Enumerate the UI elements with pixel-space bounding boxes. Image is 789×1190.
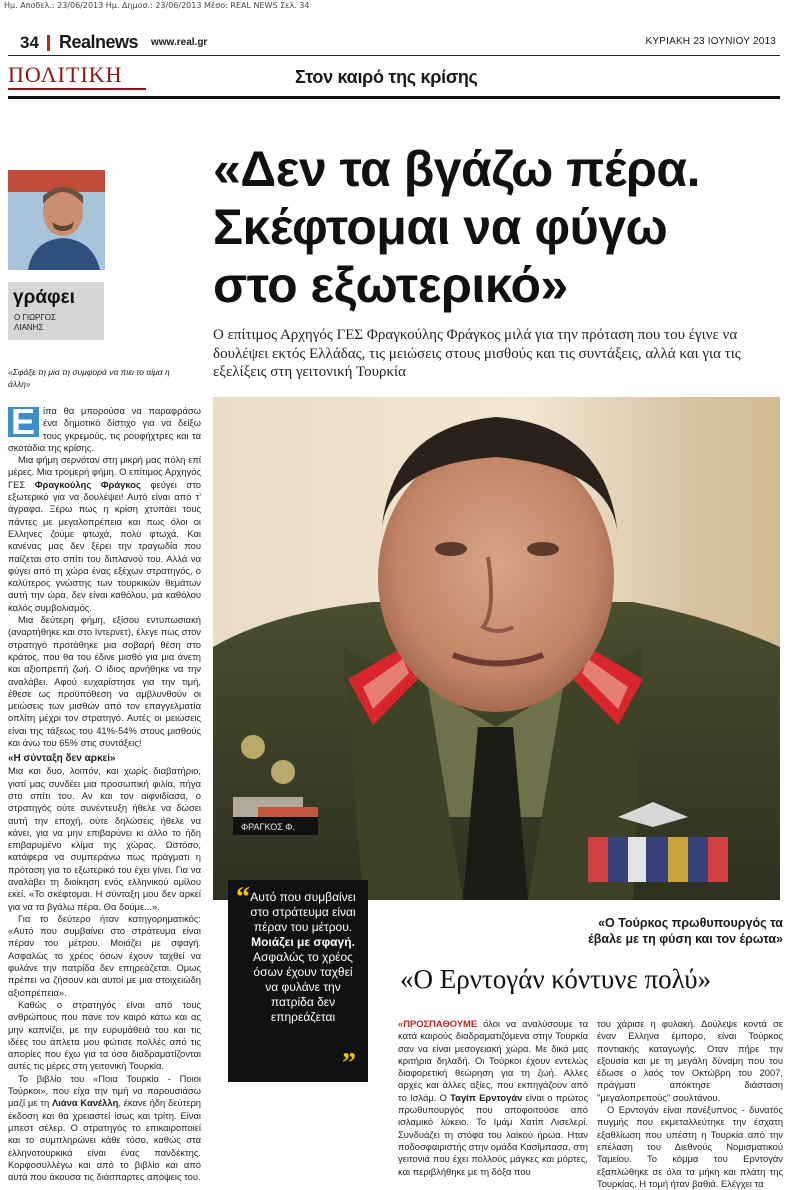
text-run: Το βιβλίο του «Ποια Τουρκία - Ποιοι Τούρκοι», που είχα την τιμή να παρουσιάσω μαζί με τη [8, 1072, 201, 1109]
page-number: 34 [20, 33, 39, 52]
main-photo [213, 397, 780, 900]
headline-line-1: «Δεν τα βγάζω πέρα. [213, 141, 701, 197]
paragraph [8, 454, 201, 614]
clipping-metadata: Ημ. Αποδελ.: 23/06/2013 Ημ. Δημοσ.: 23/06/2013 Μέσο: REAL NEWS Σελ. 34 [4, 1, 310, 10]
headline [213, 140, 783, 314]
paragraph: Για το δεύτερο ήταν κατηγορηματικός: «Αυτό που συμβαίνει στο στράτευμα είναι πέραν του μέτρου. Μοιάζει με σφαγή. Ασφαλώς το χρέος όσων έχουν ταχθεί να φυλάνε την πατρίδα δεν επηρεάζεται. Ομως πρέπει να ζήσουν και αυτοί με μια στοιχειώδη αξιοπρέπεια». [8, 912, 201, 998]
lead-in: «ΠΡΟΣΠΑΘΟΥΜΕ [398, 1018, 478, 1029]
bold-name: Ταγίπ Ερντογάν [450, 1091, 523, 1103]
masthead [8, 32, 780, 52]
body-column-1 [8, 401, 201, 1183]
paragraph: του χάρισε η φυλακή. Δούλεψε κοντά σε έναν Ελληνα έμπορο, είναι Τούρκος ποντιακής καταγωγής. Οταν πήρε την εξουσία και με τη μεγάλη δύναμη που του έδωσε ο λαός τον Οκτώβρη του 2007, πράγματι απόκτησε διάσταση "μεγαλοπρεπούς" σουλτάνου. [597, 1018, 783, 1103]
article-deck: Ο επίτιμος Αρχηγός ΓΕΣ Φραγκούλης Φράγκος μιλά για την πρόταση που του έγινε να δουλέψει εκτός Ελλάδας, τις μειώσεις στους μισθούς και τις συντάξεις, αλλά και για τις εξελίξεις στη γειτονική Τουρκία [213, 327, 741, 380]
text-run: είναι ο πρώτος πρωθυπουργός που αποφοιτούσε από ισλαμικό λύκειο. Το Ιμάμ Χατίπ Λισελερί. Συνδυάζει τη στόφα του λαϊκού ήρωα. Ηταν ποδοσφαιριστής στην ομάδα Κασίμπασα, στη γειτονιά που έχει πολλούς μάγκες και μόρτες, και περιβλήθηκε με τη δόξα που [398, 1091, 588, 1177]
sub-headline: «Ο Ερντογάν κόντυνε πολύ» [400, 964, 712, 994]
body-column-2 [398, 1018, 588, 1178]
newspaper-url: www.real.gr [151, 37, 208, 48]
photo-caption: «Ο Τούρκος πρωθυπουργός τα έβαλε με τη φύση και τον έρωτα» [588, 916, 783, 946]
pull-quote [228, 880, 368, 1082]
paragraph [8, 1073, 201, 1184]
section-title: ΠΟΛΙΤΙΚΗ [8, 62, 123, 87]
masthead-separator [47, 35, 50, 51]
author-box [8, 282, 104, 340]
drop-cap: Ε [8, 407, 39, 437]
quote-close-icon: ” [342, 1048, 356, 1079]
paragraph-intro [8, 401, 201, 454]
pull-quote-text [248, 890, 358, 1025]
author-name-line2: ΛΙΑΝΗΣ [14, 323, 44, 332]
paragraph: Μια και δυο, λοιπόν, και χωρίς διαβατήριο, γιατί μας συνδέει μια προσωπική φιλία, πήγα στο σπίτι του. Αν και τον αιφνιδίασα, ο στρατηγός ούτε συνέντευξη ήθελε να δώσει αυτή την εποχή, ούτε δηλώσεις ήθελε να κάνει, για να μην επιβαρύνει κι άλλο το ήδη επιβαρυμένο κλίμα της χώρας. Ωστόσο, κατάφερα να συμπεράνω πως πράγματι η πρόταση για το εξωτερικό του έχει γίνει. Για να αναλάβει τη διοίκηση ενός ελληνικού ομίλου εκεί. «Το σκέφτομαι. Η σύνταξη μου δεν αρκεί για να τα βγάλω πέρα. Θα δούμε...». [8, 765, 201, 912]
section-divider [8, 96, 780, 99]
text-run: , έκανε ήδη δεύτερη έκδοση και θα χρειαστεί ίσως και τρίτη. Είναι μπεστ σέλερ. Ο στρατηγός το επικαιροποιεί και το συμπληρώνει κάθε τόσο, καθώς στα ελληνοτουρκικά είναι ένας πανδέκτης. Κορφοσυλλέγω και από το βιβλίο και από αυτά που άκουσα τις διάσπαρτες απόψεις του. [8, 1097, 201, 1183]
pull-quote-part2: Ασφαλώς το χρέος όσων έχουν ταχθεί να φυλάνε την πατρίδα δεν επηρεάζεται [253, 950, 353, 1024]
paragraph: Καθώς ο στρατηγός είναι από τους ανθρώπους που πάνε τον καιρό κάτω και ας μην καπνίζει, με την ευρυμάθειά του και τις ιδέες του άπλετα μου φώτισε πολλές από τις απορίες που έχω για τα όσα διαδραματίζονται αυτές τις μέρες στη γειτονική Τουρκία. [8, 998, 201, 1072]
pull-quote-part1: Αυτό που συμβαίνει στο στράτευμα είναι πέραν του μέτρου. [250, 890, 356, 934]
general-portrait-image [213, 397, 780, 900]
author-name-line1: Ο ΓΙΩΡΓΟΣ [14, 313, 56, 322]
paragraph: Ο Ερντογάν είναι πανέξυπνος - δυνατός πυγμής που εκμεταλλεύτηκε την έσχατη εξαθλίωση που υπέστη η Τουρκία από την επέλαση του Διεθνούς Νομισματικού Ταμείου. Το κόμμα του Ερντογάν εξαπλώθηκε σε όλα τα μήκη και πλάτη της Τουρκίας. Η τομή ήταν βαθιά. Ελέγχει τα [597, 1104, 783, 1189]
author-name [14, 313, 56, 333]
author-photo [8, 170, 105, 270]
pull-quote-emphasis: Μοιάζει με σφαγή. [251, 935, 355, 949]
kicker: Στον καιρό της κρίσης [295, 67, 478, 87]
author-label: γράφει [13, 287, 75, 308]
bold-name: Λιάνα Κανέλλη [51, 1097, 119, 1109]
section-rule [8, 88, 146, 90]
name-tag: ΦΡΑΓΚΟΣ Φ. [241, 822, 295, 832]
issue-date: ΚΥΡΙΑΚΗ 23 ΙΟΥΝΙΟΥ 2013 [645, 36, 776, 47]
inline-subheading: «Η σύνταξη δεν αρκεί» [8, 753, 116, 765]
bold-name: Φραγκούλης Φράγκος [34, 478, 141, 490]
quote-open-icon: “ [236, 882, 250, 913]
body-column-3 [597, 1018, 783, 1190]
author-portrait-image [8, 170, 105, 270]
paragraph: Μια δεύτερη φήμη, εξίσου εντυπωσιακή (αναρτήθηκε και στο Ιντερνετ), έλεγε πως στον στρατηγό προτάθηκε μια σοβαρή θέση στο κράτος, που θα του έδινε μισθό για μια άνετη και αξιοπρεπή ζωή. Ο ίδιος αρνήθηκε να την αναλάβει. Αφού ευχαρίστησε για την τιμή, έθεσε ως προϋπόθεση να αμβλυνθούν οι μειώσεις των μισθών από τον επαγγελματία οπλίτη μέχρι τον στρατηγό. Αυτές οι μειώσεις είναι της τάξεως του 41%-54% στους μισθούς και άνω του 65% στις συντάξεις! [8, 614, 201, 749]
text-run: όλοι να αναλύσουμε τα κατά καιρούς διαδραματιζόμενα στην Τουρκία σαν να είναι μεσογειακή χώρα. Με δικά μας κριτήρια δηλαδή. Οι Τούρκοι έχουν εντελώς διαφορετική θεώρηση για τη ζωή. Αλλες αρχές και άλλες αξίες, που εκπηγάζουν από το Ισλάμ. Ο [398, 1018, 588, 1103]
newspaper-logo: Realnews [59, 32, 139, 52]
intro-text: ίπα θα μπορούσα να παραφράσω ένα δημοτικό δίστιχο για να δείξω τους γκρεμούς, τις ρουφήχτρες και τα σκοτάδια της κρίσης. [8, 405, 201, 453]
text-run: φεύγει στο εξωτερικό για να δουλέψει! Αυτό είναι από τ' άγραφα. Ξέρω πως η κρίση χτυπάει τους πάντες με μεγαλοπρέπεια και πως όλοι οι Ελληνες ζούμε φτωχά, πολύ φτωχά. Και κανένας μας δεν ξέρει την τραγωδία που παίζεται στο σπίτι του διπλανού του. Αλλά να φύγει από τη χώρα ένας εξέχων στρατηγός, ο καλύτερος γνώστης των τουρκικών θεμάτων αυτή την ώρα, δεν είναι καθόλου, μα καθόλου καλός συμβολισμός. [8, 478, 201, 613]
paragraph [398, 1018, 588, 1178]
text-run: Μια φήμη σερνόταν στη μικρή μας πόλη επί μέρες. Μια τρομερή φήμη. Ο επίτιμος Αρχηγός ΓΕΣ [8, 454, 201, 490]
headline-line-2: Σκέφτομαι να φύγω [213, 199, 668, 255]
headline-line-3: στο εξωτερικό» [213, 257, 568, 313]
author-epigraph: «Σφάξε τη μια τη συμφορά να πιει το αίμα η άλλη» [8, 367, 170, 389]
masthead-rule [8, 55, 780, 56]
